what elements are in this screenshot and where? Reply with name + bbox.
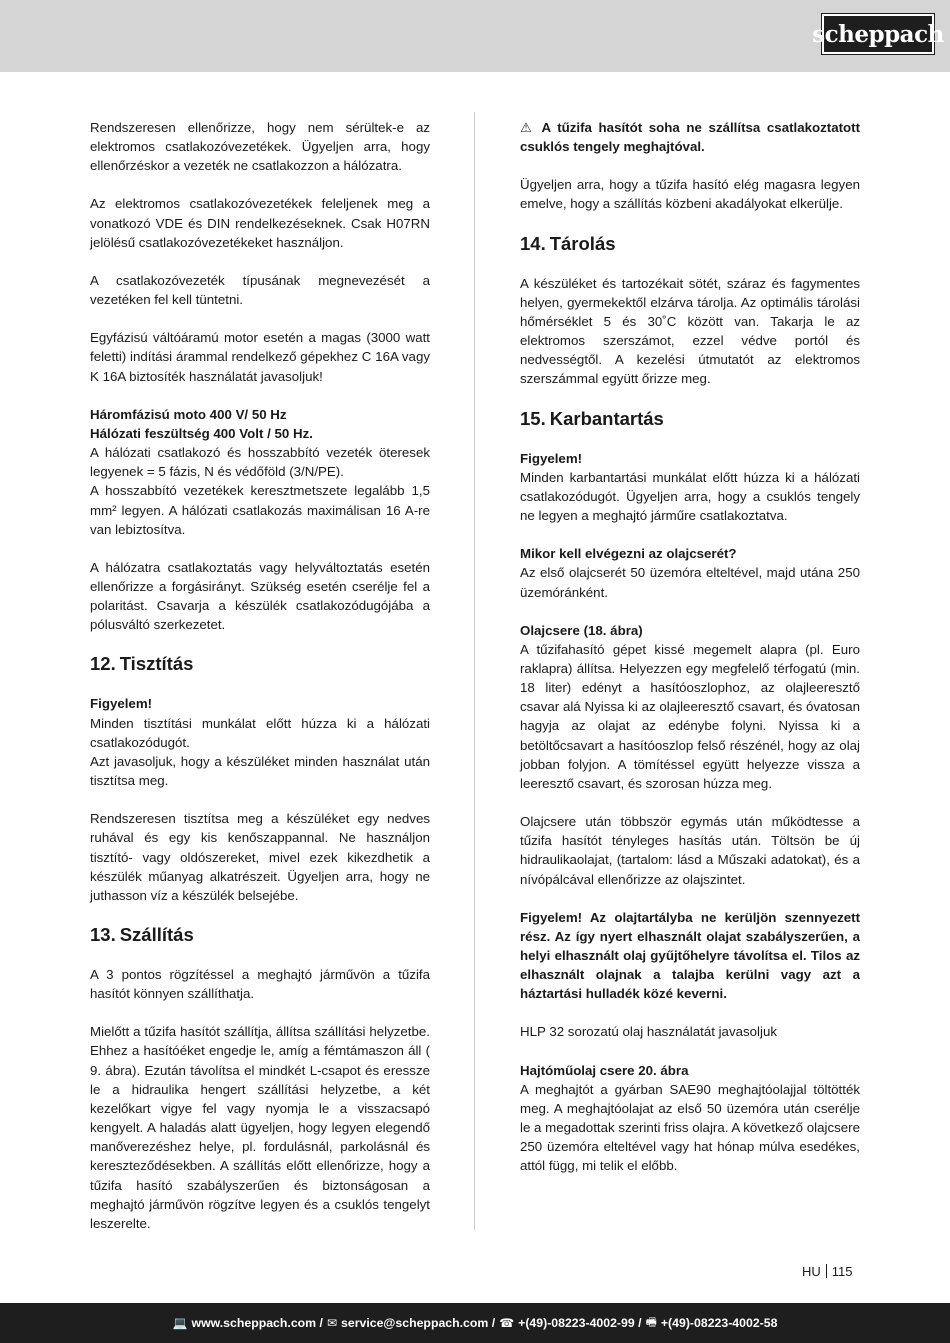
bold-label: Figyelem! (90, 696, 153, 712)
bold-line: Háromfázisú moto 400 V/ 50 Hz (90, 406, 287, 422)
section-title: Szállítás (119, 924, 194, 945)
text: Minden tisztítási munkálat előtt húzza ki a hálózati csatlakozódugót. (90, 715, 430, 750)
header-bar (0, 0, 950, 72)
section-heading-13 (90, 924, 430, 946)
paragraph-warning-transport (520, 118, 860, 156)
section-title: Tárolás (549, 232, 616, 254)
text: A meghajtót a gyárban SAE90 meghajtóolajjal töltötték meg. A meghajtóolajat az első 50 üzemóra után cserélje le a megadottak szerinti friss olajra. A következő olajcsere 250 üzemóra elteltével vagy hat hónap múlva esedékes, attól függ, mi telik el előbb. (520, 1081, 860, 1174)
paragraph-bold-warning (520, 908, 860, 1004)
bold-text: Figyelem! Az olajtartályba ne kerüljön szennyezett rész. Az így nyert elhasznált olajat szabályszerűen, a helyi elhasznált olaj gyűjtőhelyre távolítsa el. Tilos az elhasznált olajnak a talajba kerülni vagy azt a háztartási hulladék közé keverni. (520, 909, 860, 1002)
section-heading-15 (520, 408, 860, 430)
section-number: 14. (520, 232, 546, 254)
right-column (520, 118, 860, 1176)
column-divider (474, 112, 475, 1230)
section-number: 15. (520, 407, 546, 429)
paragraph: Egyfázisú váltóáramú motor esetén a magas (3000 watt feletti) indítási árammal rendelkező gépekhez C 16A vagy K 16A biztosíték használatát javasoljuk! (90, 330, 430, 384)
page-number (802, 1264, 853, 1279)
text: A hosszabbító vezetékek keresztmetszete legalább 1,5 mm² legyen. A hálózati csatlakozás maximálisan 16 A-re van lebiztosítva. (90, 483, 430, 537)
paragraph: Mielőtt a tűzifa hasítót szállítja, állítsa szállítási helyzetbe. Ehhez a hasítóéket engedje le, amíg a fémtámaszon áll ( 9. ábra). Ezután távolítsa el mindkét L-csapot és eressze le a hidraulika hengert szállítási helyzetbe, a két kezelőkart vigye fel vagy nyomja le a visszacsapó kengyelt. A haladás alatt ügyeljen, hogy legyen elegendő manőverezéshez helye, pl. fordulásnál, parkolásnál és kereszteződésekben. A szállítás előtt ellenőrizze, hogy a tűzifa hasító szabályszerűen és biztonságosan a meghajtó járművön rögzítve legyen és a csuklós tengelyt leszerelte. (90, 1024, 430, 1231)
text: Minden karbantartási munkálat előtt húzza ki a hálózati csatlakozódugót. Ügyeljen arra, hogy a csuklós tengely ne legyen a meghajtó járműre csatlakoztatva. (520, 469, 860, 524)
paragraph-warning (520, 449, 860, 526)
paragraph-oil-change (520, 621, 860, 793)
paragraph: A 3 pontos rögzítéssel a meghajtó járművön a tűzifa hasítót könnyen szállíthatja. (90, 967, 430, 1002)
section-title: Tisztítás (119, 653, 194, 675)
scheppach-logo: scheppach (822, 14, 934, 54)
paragraph: Olajcsere után többször egymás után működtesse a tűzifa hasítót tényleges hasítás után. Töltsön be új hidraulikaolajat, (tartalom: lásd a Műszaki adatokat), és a nívópálcával ellenőrizze az olajszintet. (520, 814, 860, 887)
mail-icon: ✉ (326, 1316, 338, 1330)
computer-icon: 💻 (172, 1316, 188, 1330)
paragraph: HLP 32 sorozatú olaj használatát javasoljuk (520, 1024, 777, 1040)
section-number: 13. (90, 924, 116, 945)
text: Az első olajcserét 50 üzemóra elteltével, majd utána 250 üzemóránként. (520, 565, 860, 600)
text: A tűzifahasító gépet kissé megemelt alapra (pl. Euro raklapra) állítsa. Helyezzen egy megfelelő térfogatú (min. 18 liter) edényt a hasítóoszlophoz, az olajleeresztő csavar alá Nyissa ki az olajleeresztő csavart, és óvatosan hagyja az olajat az edénybe folyni. Nyissa ki a betöltőcsavart a hasítóoszlop felső részénél, hogy az olaj jobban folyjon. A tömítéssel együtt helyezze vissza a leeresztő csavart, és szorosan húzza meg. (520, 641, 860, 791)
bold-text: A tűzifa hasítót soha ne szállítsa csatlakoztatott csuklós tengely meghajtóval. (520, 120, 861, 155)
text: Azt javasoljuk, hogy a készüléket minden használat után tisztítsa meg. (90, 753, 430, 789)
text: A hálózati csatlakozó és hosszabbító vezeték öteresek legyenek = 5 fázis, N és védőföld (3/N/PE). (90, 445, 430, 480)
paragraph: Rendszeresen tisztítsa meg a készüléket egy nedves ruhával és egy kis kenőszappannal. Ne használjon tisztító- vagy oldószereket, mivel ezek kikezdhetik a készülék műanyag alkatrészeit. Ügyeljen arra, hogy ne juthasson víz a készülék belsejébe. (90, 811, 430, 903)
warning-icon: ⚠ (520, 120, 535, 135)
website-link[interactable]: www.scheppach.com / (191, 1316, 323, 1330)
section-number: 12. (90, 653, 116, 675)
page-number-value: 115 (831, 1264, 853, 1279)
phone-number: +(49)-08223-4002-99 / (518, 1316, 642, 1330)
paragraph-oil-change-when (520, 544, 860, 601)
paragraph: Rendszeresen ellenőrizze, hogy nem sérültek-e az elektromos csatlakozóvezetékek. Ügyeljen arra, hogy ellenőrzéskor a vezeték ne csatlakozzon a hálózatra. (90, 120, 430, 174)
separator (826, 1264, 827, 1278)
paragraph: A készüléket és tartozékait sötét, száraz és fagymentes helyen, gyermekektől elzárva tárolja. Az optimális tárolási hőmérséklet 5 és 30˚C között van. Takarja le az elektromos szerszámot, ezzel védve portól és nedvességtől. A kezelési útmutatót az elektromos szerszámmal együtt őrizze meg. (520, 275, 860, 387)
section-heading-12 (90, 653, 430, 675)
paragraph: A hálózatra csatlakoztatás vagy helyváltoztatás esetén ellenőrizze a forgásirányt. Szükség esetén cserélje fel a polaritást. Csavarja a készülék csatlakozódugójába a pólusváltó szerkezetet. (90, 559, 430, 633)
language-code: HU (802, 1264, 821, 1279)
bold-label: Hajtóműolaj csere 20. ábra (520, 1062, 689, 1078)
bold-label: Mikor kell elvégezni az olajcserét? (520, 546, 737, 562)
paragraph-three-phase (90, 405, 430, 539)
fax-icon: 🖷 (645, 1314, 657, 1329)
paragraph-gear-oil (520, 1061, 860, 1176)
paragraph: Az elektromos csatlakozóvezetékek feleljenek meg a vonatkozó VDE és DIN rendelkezéseknek. Csak H07RN jelölésű csatlakozóvezetékeket használjon. (90, 196, 430, 250)
paragraph: A csatlakozóvezeték típusának megnevezését a vezetéken fel kell tüntetni. (90, 272, 430, 308)
fax-number: +(49)-08223-4002-58 (660, 1316, 778, 1330)
bold-line: Hálózati feszültség 400 Volt / 50 Hz. (90, 425, 313, 441)
bold-label: Figyelem! (520, 450, 583, 466)
bold-label: Olajcsere (18. ábra) (520, 622, 643, 638)
section-heading-14 (520, 233, 860, 255)
footer-bar (0, 1303, 950, 1343)
phone-icon: ☎ (499, 1316, 515, 1330)
paragraph: Ügyeljen arra, hogy a tűzifa hasító elég magasra legyen emelve, hogy a szállítás közbeni akadályokat elkerülje. (520, 177, 860, 212)
left-column (90, 118, 430, 1233)
paragraph-warning (90, 694, 430, 790)
email-link[interactable]: service@scheppach.com / (341, 1316, 496, 1330)
section-title: Karbantartás (549, 407, 664, 429)
